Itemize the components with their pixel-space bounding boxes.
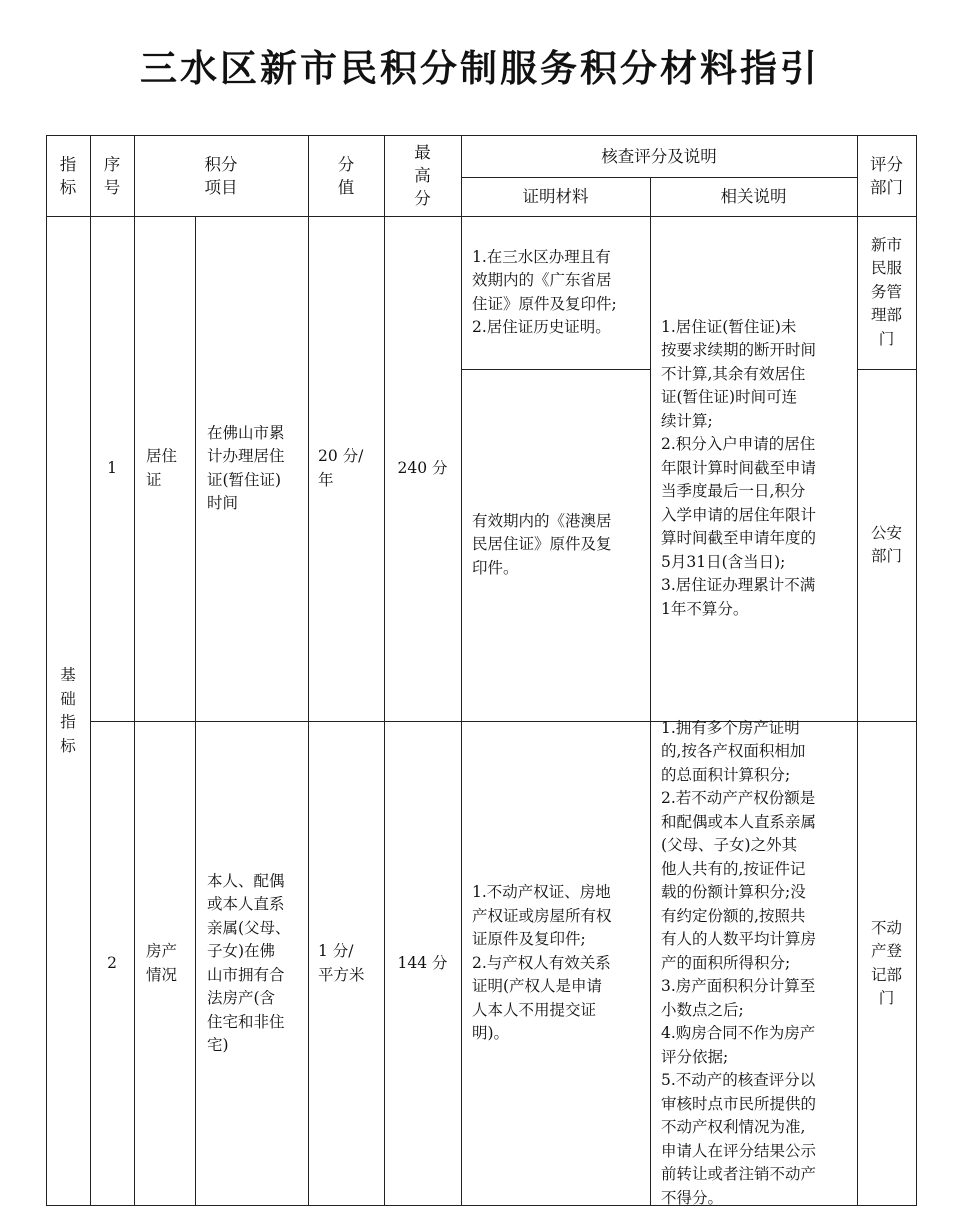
row1-dept-b: 公安 部门 bbox=[870, 523, 902, 565]
header-seq: 序 号 bbox=[103, 154, 121, 197]
row1-materials-b: 有效期内的《港澳居 民居住证》原件及复 印件。 bbox=[472, 511, 612, 577]
row1-score: 20 分/ 年 bbox=[318, 447, 364, 489]
row2-materials: 1.不动产权证、房地 产权证或房屋所有权 证原件及复印件; 2.与产权人有效关系 证明(产权人是申请 人本人不用提交证 明)。 bbox=[472, 883, 612, 1043]
row2-item: 房产 情况 bbox=[146, 942, 178, 984]
row2-max: 144 分 bbox=[397, 953, 448, 972]
row1-max: 240 分 bbox=[397, 458, 448, 477]
row1-dept-a: 新市 民服 务管 理部 门 bbox=[870, 235, 902, 348]
page-title: 三水区新市民积分制服务积分材料指引 bbox=[140, 47, 820, 90]
row1-notes: 1.居住证(暂住证)未 按要求续期的断开时间 不计算,其余有效居住 证(暂住证)时间可连 续计算; 2.积分入户申请的居住 年限计算时间截至申请 当季度最后一日,积分 入学申请的居住年限计 算时间截至申请年度的 5月31日(含当日); 3.居住证办理累计不满 1年不算分。 bbox=[661, 317, 817, 618]
row2-score: 1 分/ 平方米 bbox=[318, 942, 365, 984]
header-materials: 证明材料 bbox=[522, 187, 589, 206]
row2-notes: 1.拥有多个房产证明 的,按各产权面积相加 的总面积计算积分; 2.若不动产产权份额是 和配偶或本人直系亲属 (父母、子女)之外其 他人共有的,按证件记 载的份额计算积分;没 有约定份额的,按照共 有人的人数平均计算房 产的面积所得积分; 3.房产面积积分计算至 小数点之后; 4.购房合同不作为房产 评分依据; 5.不动产的核查评分以 审核时点市民所提供的 不动产权利情况为准, 申请人在评分结果公示 前转让或者注销不动产 不得分。 bbox=[661, 718, 817, 1207]
header-max: 最 高 分 bbox=[414, 143, 431, 208]
header-notes: 相关说明 bbox=[720, 187, 787, 206]
header-indicator: 指 标 bbox=[59, 154, 77, 197]
row2-desc: 本人、配偶 或本人直系 亲属(父母、 子女)在佛 山市拥有合 法房产(含 住宅和非住 宅) bbox=[207, 871, 291, 1054]
header-check-group: 核查评分及说明 bbox=[601, 146, 717, 166]
header-dept: 评分 部门 bbox=[870, 154, 903, 197]
row2-dept: 不动 产登 记部 门 bbox=[870, 918, 902, 1007]
row1-desc: 在佛山市累 计办理居住 证(暂住证) 时间 bbox=[207, 423, 285, 512]
header-item: 积分 项目 bbox=[204, 154, 238, 197]
row2-seq: 2 bbox=[107, 953, 117, 972]
indicator-label: 基 础 指 标 bbox=[60, 666, 76, 755]
row1-materials-a: 1.在三水区办理且有 效期内的《广东省居 住证》原件及复印件; 2.居住证历史证明。 bbox=[472, 247, 617, 336]
row1-item: 居住 证 bbox=[146, 447, 178, 489]
header-score: 分 值 bbox=[337, 154, 355, 197]
row1-seq: 1 bbox=[107, 458, 117, 477]
